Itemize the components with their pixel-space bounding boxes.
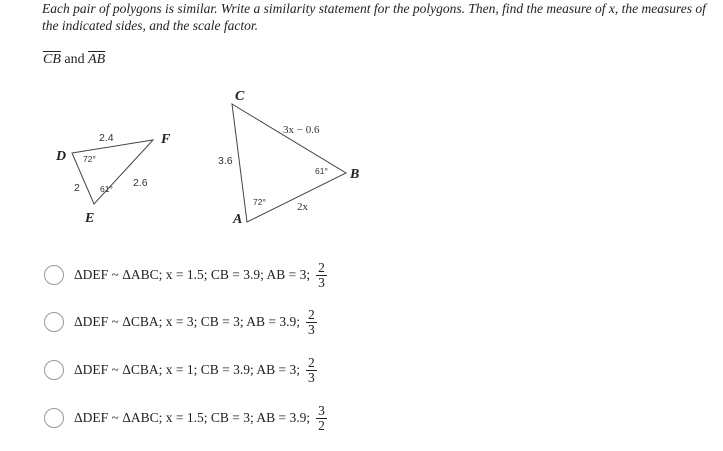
fraction-numerator: 3 (318, 402, 325, 418)
sides-conjunction: and (64, 52, 85, 67)
side-ac-label: 3.6 (218, 155, 233, 167)
scale-factor-fraction (316, 261, 327, 290)
scale-factor-fraction (306, 308, 317, 337)
vertex-a-label: A (233, 212, 243, 227)
vertex-c-label: C (235, 89, 245, 104)
side-df-label: 2.4 (99, 132, 114, 144)
answer-option-4[interactable] (44, 398, 327, 438)
angle-a-label: 72° (253, 197, 266, 207)
triangle-abc-shape (232, 104, 346, 222)
option-statement: ΔDEF ~ ΔCBA; x = 3; CB = 3; AB = 3.9; (74, 314, 301, 329)
fraction-numerator: 2 (308, 306, 315, 322)
angle-e-label: 61° (100, 184, 113, 194)
fraction-denominator: 2 (318, 417, 325, 433)
instructions: Each pair of polygons is similar. Write a similarity statement for the polygons. Then, find the measure of x, the measures of the indicated sides, and the scale factor. (42, 1, 706, 33)
vertex-f-label: F (161, 132, 171, 147)
option-statement: ΔDEF ~ ΔABC; x = 1.5; CB = 3; AB = 3.9; (74, 410, 311, 425)
radio-button[interactable] (44, 312, 64, 332)
triangle-abc (218, 89, 359, 227)
side-ef-label: 2.6 (133, 177, 148, 189)
triangle-def-shape (72, 140, 153, 204)
side-ab-expression: 2x (297, 201, 308, 213)
side-ab-label: $\overline{AB}$ (88, 52, 106, 67)
side-cb-expression: 3x − 0.6 (283, 124, 320, 136)
answer-option-3[interactable] (44, 350, 317, 390)
option-statement: ΔDEF ~ ΔCBA; x = 1; CB = 3.9; AB = 3; (74, 362, 301, 377)
angle-b-label: 61° (315, 166, 328, 176)
radio-button[interactable] (44, 408, 64, 428)
side-de-label: 2 (74, 182, 80, 194)
vertex-d-label: D (56, 149, 67, 164)
radio-button[interactable] (44, 265, 64, 285)
answer-option-1[interactable] (44, 255, 327, 295)
scale-factor-fraction (316, 404, 327, 433)
triangle-def (55, 132, 171, 226)
radio-button[interactable] (44, 360, 64, 380)
option-statement: ΔDEF ~ ΔABC; x = 1.5; CB = 3.9; AB = 3; (74, 267, 311, 282)
fraction-denominator: 3 (308, 369, 315, 385)
fraction-numerator: 2 (318, 259, 325, 275)
vertex-b-label: B (350, 167, 360, 182)
vertex-e-label: E (85, 211, 95, 226)
fraction-numerator: 2 (308, 354, 315, 370)
answer-option-2[interactable] (44, 302, 317, 342)
fraction-denominator: 3 (318, 274, 325, 290)
side-cb-label: $\overline{CB}$ (43, 52, 61, 67)
angle-d-label: 72° (83, 154, 96, 164)
scale-factor-fraction (306, 356, 317, 385)
fraction-denominator: 3 (308, 321, 315, 337)
